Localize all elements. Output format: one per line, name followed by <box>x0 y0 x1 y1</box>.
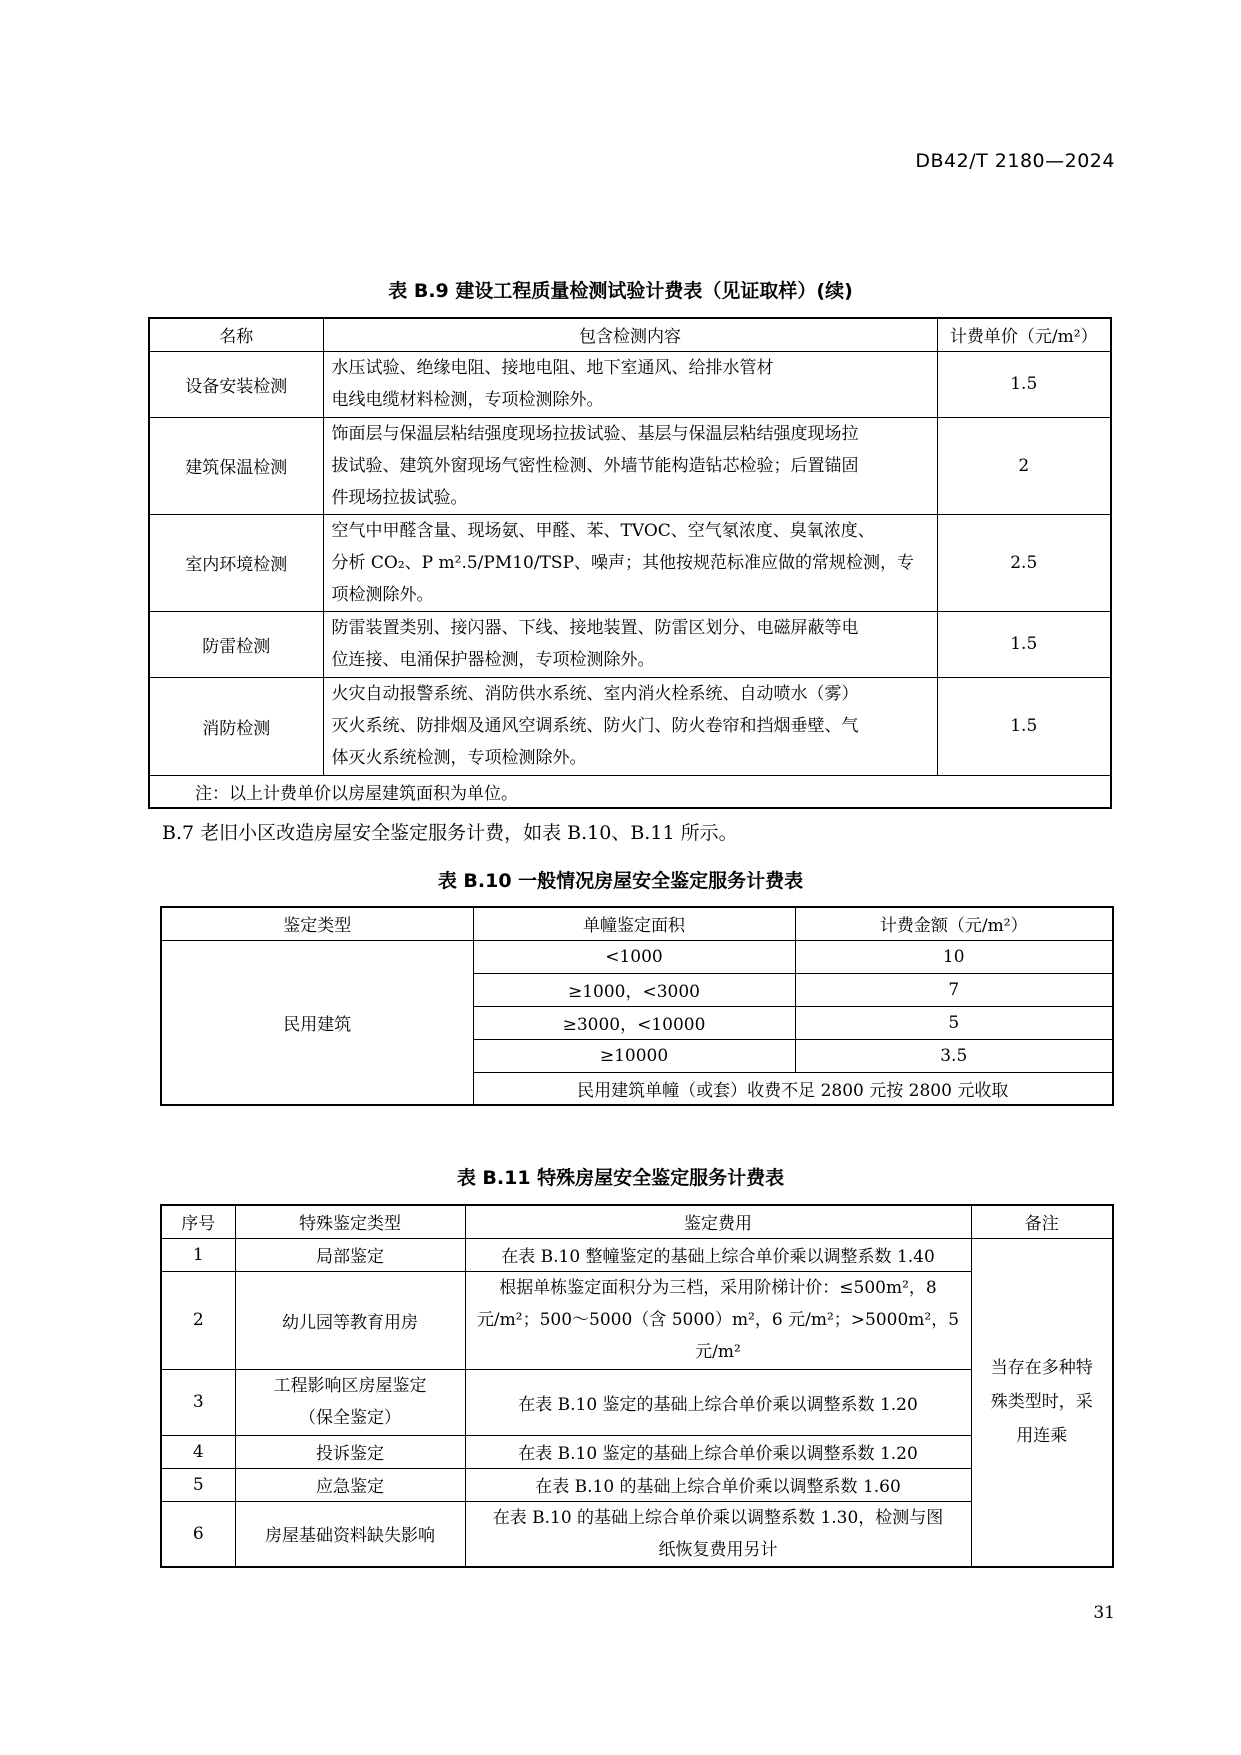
area-range: ≥3000，<10000 <box>473 1006 795 1039</box>
row-content <box>323 351 937 417</box>
row-number: 3 <box>161 1369 235 1435</box>
table-b10-footer: 民用建筑单幢（或套）收费不足 2800 元按 2800 元收取 <box>473 1072 1113 1105</box>
table-row <box>161 940 1113 973</box>
table-row <box>161 1435 1113 1468</box>
content-line: 水压试验、绝缘电阻、接地电阻、地下室通风、给排水管材 <box>331 358 774 378</box>
row-number: 5 <box>161 1468 235 1501</box>
row-content <box>323 677 937 775</box>
table-row <box>149 417 1111 514</box>
table-b10-title: 表 B.10 一般情况房屋安全鉴定服务计费表 <box>437 870 804 892</box>
table-b11-header-fee: 鉴定费用 <box>465 1205 971 1238</box>
remark-line: 当存在多种特 <box>990 1358 1093 1379</box>
table-b11 <box>160 1204 1114 1568</box>
row-number: 4 <box>161 1435 235 1468</box>
fee-line: 元/m² <box>695 1342 741 1362</box>
fee-amount: 10 <box>795 940 1113 973</box>
table-b9-title: 表 B.9 建设工程质量检测试验计费表（见证取样）(续) <box>388 280 853 302</box>
content-line: 空气中甲醛含量、现场氨、甲醛、苯、TVOC、空气氡浓度、臭氧浓度、 <box>331 520 875 541</box>
content-line: 防雷装置类别、接闪器、下线、接地装置、防雷区划分、电磁屏蔽等电 <box>331 618 859 638</box>
fee-text: 在表 B.10 的基础上综合单价乘以调整系数 1.60 <box>465 1468 971 1501</box>
table-row <box>149 611 1111 677</box>
row-name: 室内环境检测 <box>149 514 323 611</box>
page-number: 31 <box>1093 1603 1115 1623</box>
fee-line: 根据单栋鉴定面积分为三档，采用阶梯计价：≤500m²，8 <box>499 1278 937 1298</box>
special-type: 局部鉴定 <box>235 1238 465 1271</box>
row-number: 6 <box>161 1501 235 1567</box>
table-row <box>149 351 1111 417</box>
remark-line: 用连乘 <box>1016 1426 1068 1447</box>
content-line: 项检测除外。 <box>331 584 434 605</box>
table-row <box>149 514 1111 611</box>
table-b11-title: 表 B.11 特殊房屋安全鉴定服务计费表 <box>456 1167 785 1189</box>
special-type: 应急鉴定 <box>235 1468 465 1501</box>
remark-cell <box>971 1238 1113 1567</box>
section-b7-text: B.7 老旧小区改造房屋安全鉴定服务计费，如表 B.10、B.11 所示。 <box>162 822 738 844</box>
fee-amount: 7 <box>795 973 1113 1006</box>
special-type: 幼儿园等教育用房 <box>235 1271 465 1369</box>
row-price: 2.5 <box>937 514 1111 611</box>
fee-text: 在表 B.10 鉴定的基础上综合单价乘以调整系数 1.20 <box>465 1435 971 1468</box>
content-line: 饰面层与保温层粘结强度现场拉拔试验、基层与保温层粘结强度现场拉 <box>331 423 859 444</box>
fee-text <box>465 1271 971 1369</box>
area-range: ≥10000 <box>473 1039 795 1072</box>
row-content <box>323 514 937 611</box>
content-line: 位连接、电涌保护器检测，专项检测除外。 <box>331 650 655 670</box>
table-row <box>149 677 1111 775</box>
content-line: 电线电缆材料检测，专项检测除外。 <box>331 390 604 410</box>
content-line: 体灭火系统检测，专项检测除外。 <box>331 748 587 768</box>
fee-line: 纸恢复费用另计 <box>658 1539 778 1560</box>
content-line: 件现场拉拔试验。 <box>331 487 468 508</box>
row-price: 1.5 <box>937 677 1111 775</box>
table-note-row <box>149 775 1111 808</box>
fee-line: 在表 B.10 的基础上综合单价乘以调整系数 1.30，检测与图 <box>492 1507 944 1528</box>
fee-amount: 5 <box>795 1006 1113 1039</box>
content-line: 灭火系统、防排烟及通风空调系统、防火门、防火卷帘和挡烟垂壁、气 <box>331 716 859 736</box>
area-range: ≥1000，<3000 <box>473 973 795 1006</box>
table-b9 <box>148 317 1112 809</box>
table-b9-note: 注：以上计费单价以房屋建筑面积为单位。 <box>149 775 1111 808</box>
table-b9-header-name: 名称 <box>149 318 323 351</box>
row-number: 1 <box>161 1238 235 1271</box>
row-price: 1.5 <box>937 351 1111 417</box>
table-row <box>161 1238 1113 1271</box>
table-row <box>161 1271 1113 1369</box>
content-line: 拔试验、建筑外窗现场气密性检测、外墙节能构造钻芯检验；后置锚固 <box>331 455 859 476</box>
content-line: 分析 CO₂、P m².5/PM10/TSP、噪声；其他按规范标准应做的常规检测，专 <box>331 552 915 573</box>
special-type: 房屋基础资料缺失影响 <box>235 1501 465 1567</box>
table-b10 <box>160 906 1114 1106</box>
row-price: 1.5 <box>937 611 1111 677</box>
fee-text: 在表 B.10 鉴定的基础上综合单价乘以调整系数 1.20 <box>465 1369 971 1435</box>
type-line: 工程影响区房屋鉴定 <box>273 1376 427 1396</box>
document-code: DB42/T 2180—2024 <box>915 150 1115 172</box>
table-row <box>161 1501 1113 1567</box>
building-type: 民用建筑 <box>161 940 473 1105</box>
row-number: 2 <box>161 1271 235 1369</box>
fee-text: 在表 B.10 整幢鉴定的基础上综合单价乘以调整系数 1.40 <box>465 1238 971 1271</box>
special-type <box>235 1369 465 1435</box>
row-content <box>323 611 937 677</box>
area-range: <1000 <box>473 940 795 973</box>
fee-line: 元/m²；500～5000（含 5000）m²，6 元/m²；>5000m²，5 <box>476 1310 960 1330</box>
remark-line: 殊类型时，采 <box>990 1392 1093 1413</box>
table-b11-header-row <box>161 1205 1113 1238</box>
fee-amount: 3.5 <box>795 1039 1113 1072</box>
table-b9-header-price: 计费单价（元/m²） <box>937 318 1111 351</box>
table-b9-header-content: 包含检测内容 <box>323 318 937 351</box>
table-row <box>161 1468 1113 1501</box>
table-b10-header-row <box>161 907 1113 940</box>
row-name: 防雷检测 <box>149 611 323 677</box>
row-price: 2 <box>937 417 1111 514</box>
row-name: 设备安装检测 <box>149 351 323 417</box>
table-b10-header-area: 单幢鉴定面积 <box>473 907 795 940</box>
row-name: 消防检测 <box>149 677 323 775</box>
table-b10-header-amount: 计费金额（元/m²） <box>795 907 1113 940</box>
content-line: 火灾自动报警系统、消防供水系统、室内消火栓系统、自动喷水（雾） <box>331 684 859 704</box>
row-content <box>323 417 937 514</box>
table-row <box>161 1369 1113 1435</box>
special-type: 投诉鉴定 <box>235 1435 465 1468</box>
fee-text <box>465 1501 971 1567</box>
table-b10-header-type: 鉴定类型 <box>161 907 473 940</box>
table-b11-header-remark: 备注 <box>971 1205 1113 1238</box>
row-name: 建筑保温检测 <box>149 417 323 514</box>
table-b9-header-row <box>149 318 1111 351</box>
table-b11-header-no: 序号 <box>161 1205 235 1238</box>
table-b11-header-type: 特殊鉴定类型 <box>235 1205 465 1238</box>
type-line: （保全鉴定） <box>299 1408 401 1428</box>
